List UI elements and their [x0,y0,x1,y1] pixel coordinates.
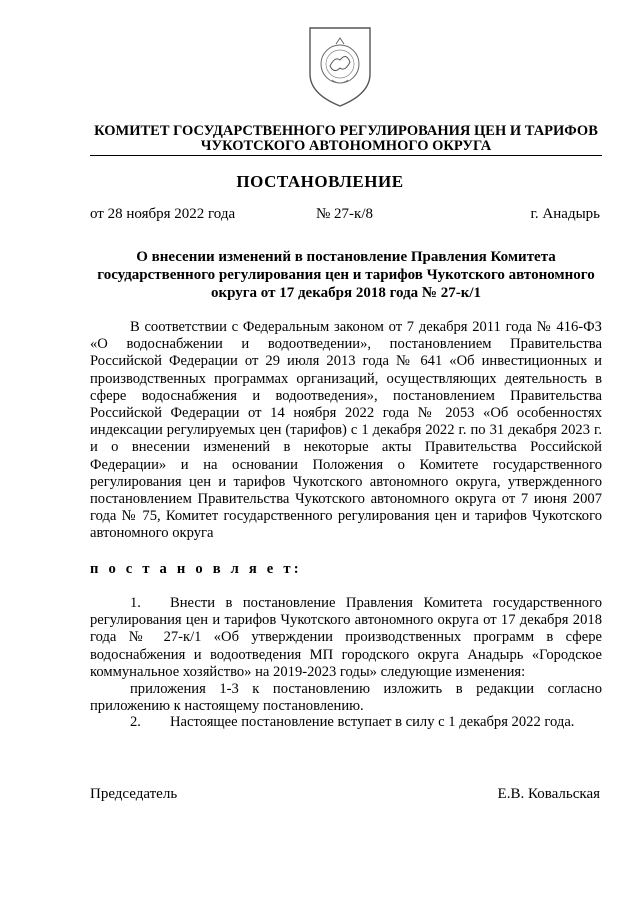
list-item [90,595,602,681]
item-text: Внести в постановление Правления Комитета государственного регулирования цен и тарифов Чукотского автономного округа от 17 декабря 2018 года № 27-к/1 «Об утверждении производственных программ в сфере водоснабжения и водоотведения МП городского округа Анадырь «Городское коммунальное хозяйство» на 2019-2023 годы» следующие изменения: [90,595,602,680]
document-title: О внесении изменений в постановление Правления Комитета государственного регулирования цен и тарифов Чукотского автономного округа от 17 декабря 2018 года № 27-к/1 [97,249,595,301]
list-item [90,714,602,731]
coat-of-arms-icon [302,22,378,110]
decree-word: п о с т а н о в л я е т: [90,561,302,577]
document-city: г. Анадырь [530,206,600,222]
item-subparagraph: приложения 1-3 к постановлению изложить в редакции согласно приложению к настоящему постановлению. [90,681,602,715]
document-number: № 27-к/8 [316,206,374,222]
preamble-paragraph: В соответствии с Федеральным законом от 7 декабря 2011 года № 416-ФЗ «О водоснабжении и водоотведении», постановлением Правительства Российской Федерации от 29 июля 2013 года № 641 «Об инвестиционных и производственных программах организаций, осуществляющих деятельность в сфере водоснабжения и водоотведения», постановлением Правительства Российской Федерации от 14 ноября 2022 года № 2053 «Об особенностях индексации регулируемых цен (тарифов) с 1 декабря 2022 г. по 31 декабря 2023 г. и о внесении изменений в некоторые акты Правительства Российской Федерации» и на основании Положения о Комитете государственного регулирования цен и тарифов Чукотского автономного округа, утвержденного постановлением Правительства Чукотского автономного округа от 7 июня 2007 года № 75, Комитет государственного регулирования цен и тарифов Чукотского автономного округа [90,319,602,542]
org-name-line2: ЧУКОТСКОГО АВТОНОМНОГО ОКРУГА [200,138,492,154]
item-number: 2. [130,714,141,730]
item-text: Настоящее постановление вступает в силу с 1 декабря 2022 года. [170,714,575,730]
org-name-line1: КОМИТЕТ ГОСУДАРСТВЕННОГО РЕГУЛИРОВАНИЯ ЦЕН И ТАРИФОВ [94,123,598,139]
signatory-name: Е.В. Ковальская [497,786,600,802]
document-date: от 28 ноября 2022 года [90,206,236,222]
signatory-role: Председатель [90,786,178,802]
document-type: ПОСТАНОВЛЕНИЕ [236,172,404,191]
header-divider [90,155,602,156]
item-number: 1. [130,595,141,611]
